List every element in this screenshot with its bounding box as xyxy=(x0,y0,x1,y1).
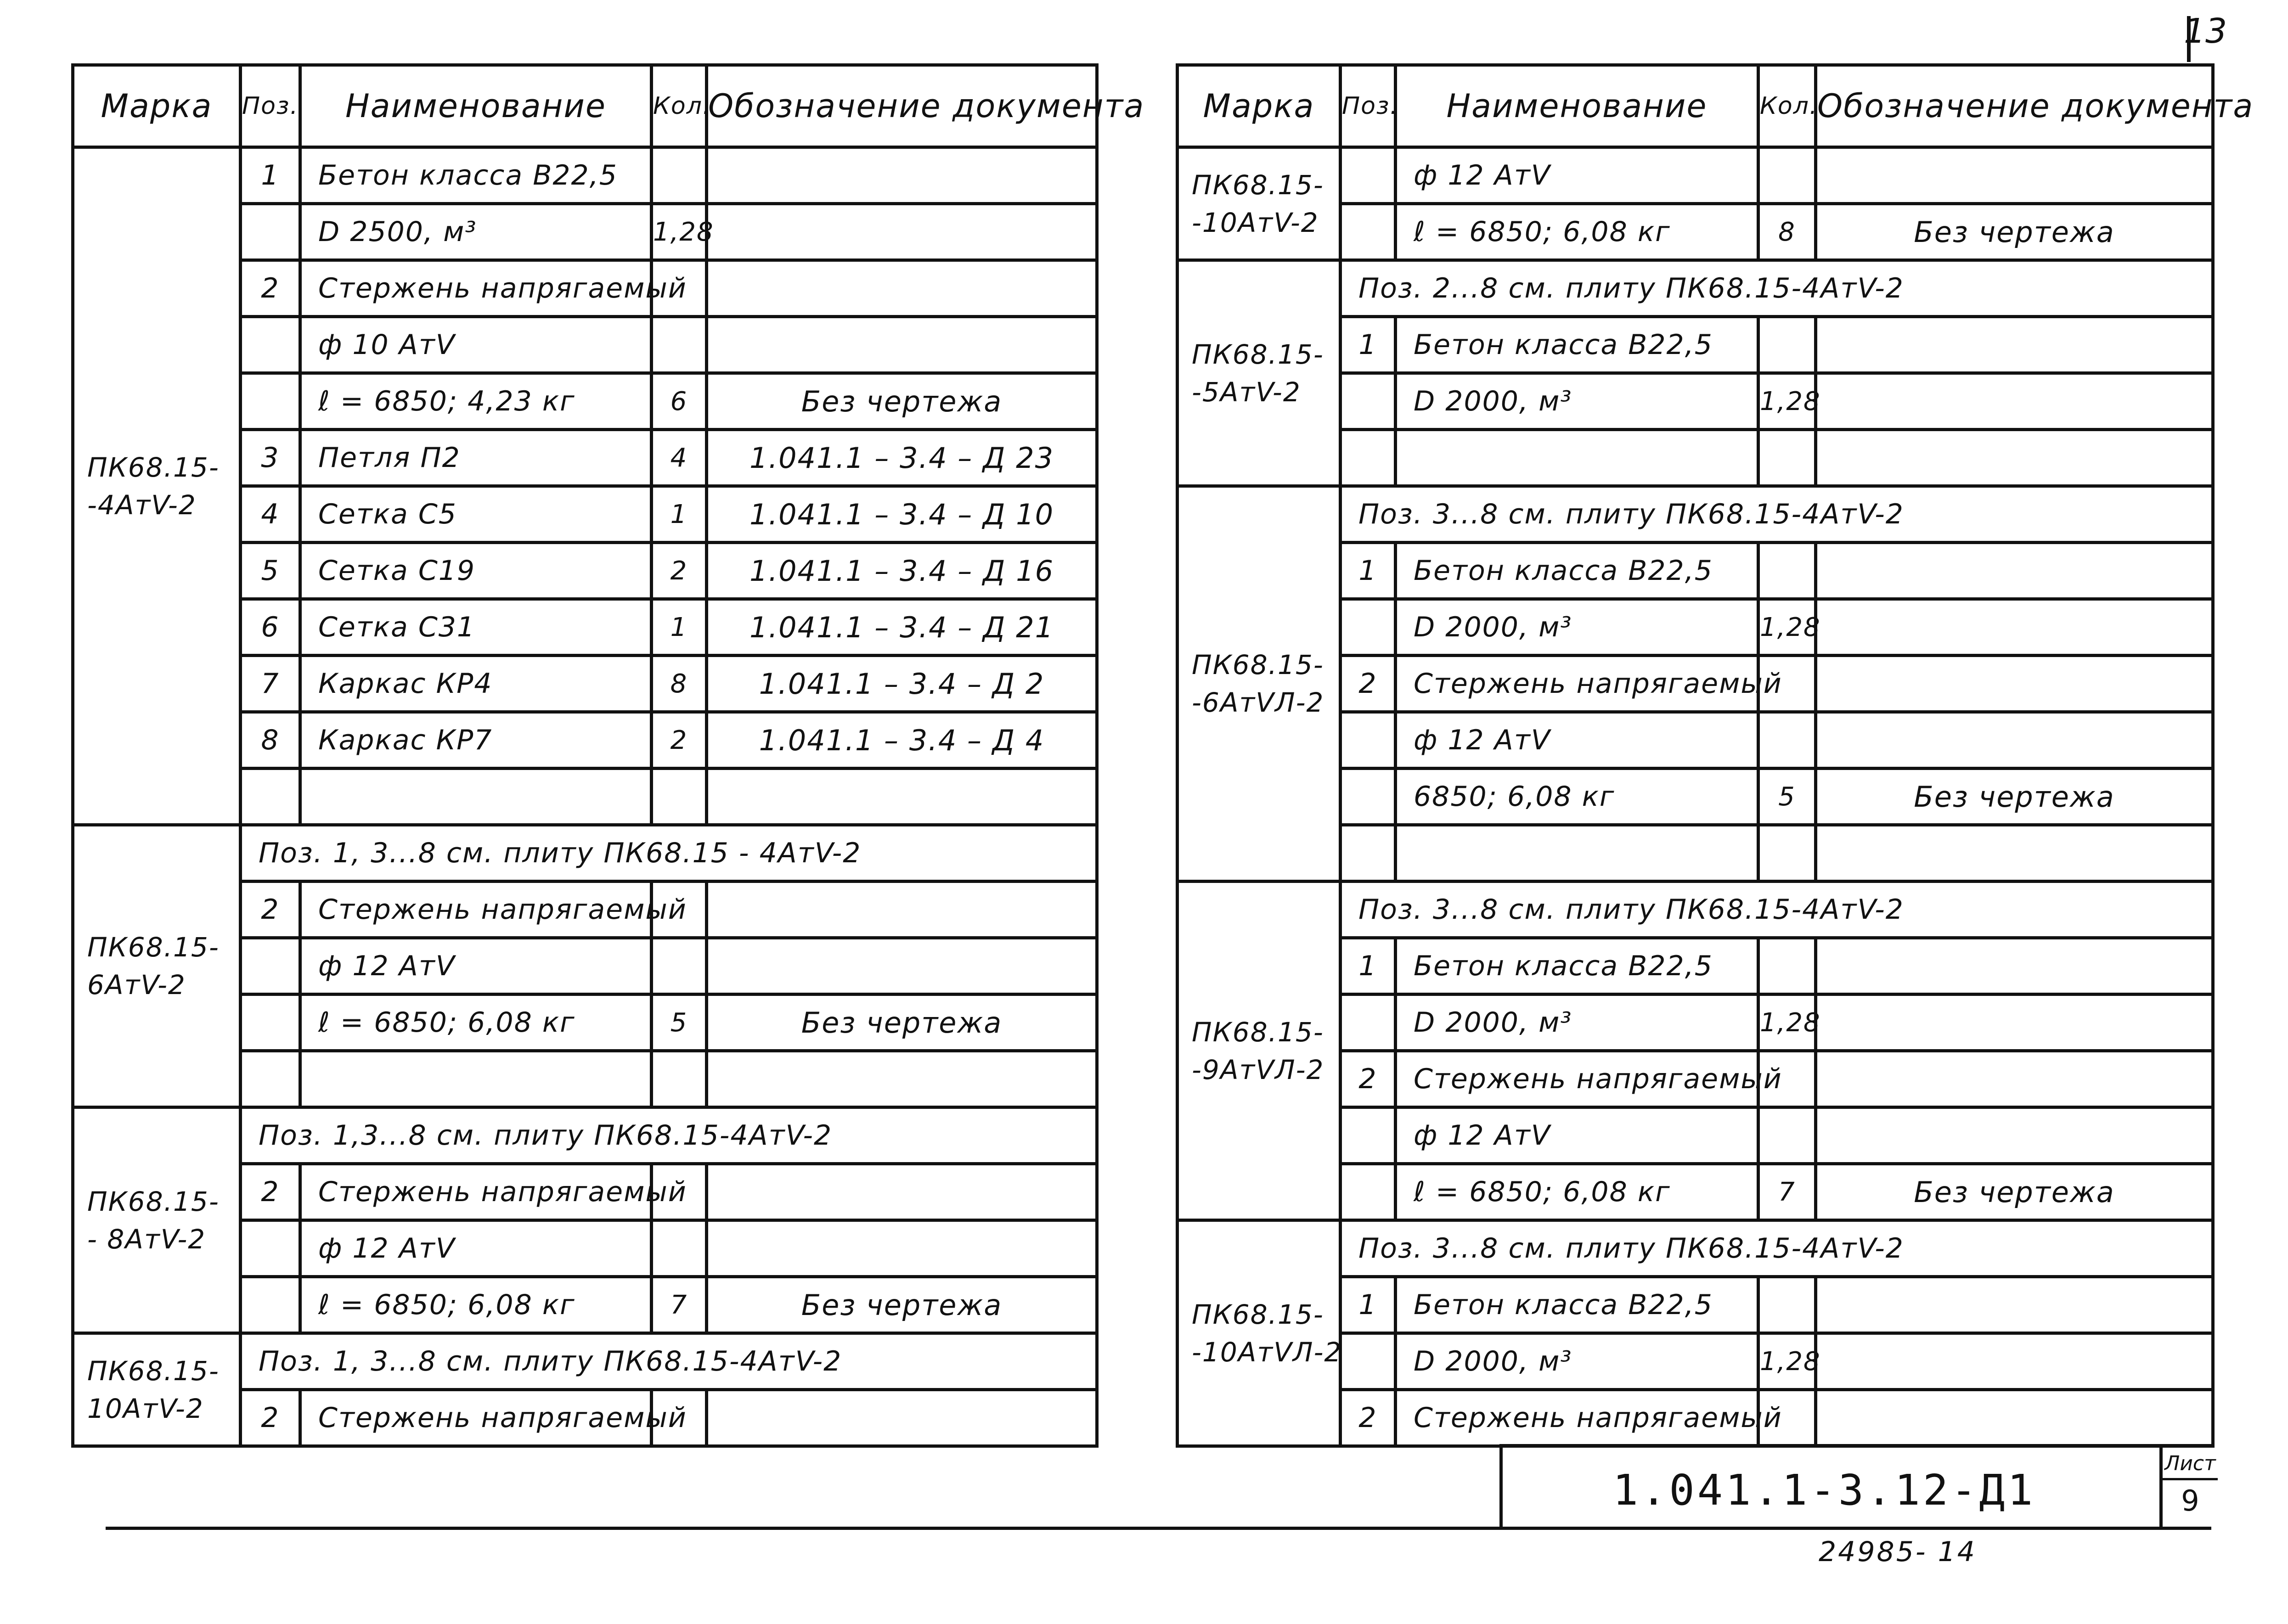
name-cell: Стержень напрягаемый xyxy=(300,1390,652,1446)
name-cell: Сетка С5 xyxy=(300,486,652,543)
doc-cell xyxy=(1816,825,2213,882)
table-header-row xyxy=(73,65,1097,147)
name-cell: Петля П2 xyxy=(300,430,652,486)
qty-cell xyxy=(1758,938,1816,995)
marka-cell: ПК68.15- 6АтV-2 xyxy=(73,825,241,1107)
header-pos: Поз. xyxy=(1341,65,1396,147)
pos-cell: 2 xyxy=(1341,1051,1396,1107)
name-cell: Стержень напрягаемый xyxy=(1396,1390,1758,1446)
marka-cell: ПК68.15- -10АтVЛ-2 xyxy=(1178,1220,1341,1446)
qty-cell xyxy=(652,1220,707,1277)
doc-cell xyxy=(1816,1277,2213,1333)
name-cell: ℓ = 6850; 6,08 кг xyxy=(1396,204,1758,260)
qty-cell: 5 xyxy=(652,995,707,1051)
qty-cell: 8 xyxy=(1758,204,1816,260)
qty-cell xyxy=(652,769,707,825)
title-block xyxy=(1499,1444,2215,1530)
doc-cell xyxy=(707,317,1097,373)
pos-cell xyxy=(241,769,300,825)
pos-cell xyxy=(1341,995,1396,1051)
marka-cell: ПК68.15- -6АтVЛ-2 xyxy=(1178,486,1341,882)
qty-cell xyxy=(652,938,707,995)
name-cell: Бетон класса В22,5 xyxy=(1396,317,1758,373)
sheet-value: 9 xyxy=(2181,1484,2199,1517)
pos-cell: 5 xyxy=(241,543,300,599)
name-cell: D 2000, м³ xyxy=(1396,995,1758,1051)
qty-cell xyxy=(1758,825,1816,882)
name-cell: Бетон класса В22,5 xyxy=(1396,1277,1758,1333)
qty-cell: 1,28 xyxy=(652,204,707,260)
name-cell xyxy=(1396,825,1758,882)
name-cell: ф 12 АтV xyxy=(1396,1107,1758,1164)
marka-cell: ПК68.15- 10АтV-2 xyxy=(73,1333,241,1446)
qty-cell xyxy=(652,147,707,204)
pos-cell xyxy=(1341,599,1396,656)
doc-cell xyxy=(1816,938,2213,995)
name-cell: ф 12 АтV xyxy=(300,938,652,995)
doc-cell xyxy=(1816,712,2213,769)
qty-cell xyxy=(1758,1277,1816,1333)
table-row xyxy=(73,825,1097,882)
name-cell: ℓ = 6850; 4,23 кг xyxy=(300,373,652,430)
header-name: Наименование xyxy=(300,65,652,147)
pos-cell xyxy=(1341,1164,1396,1220)
name-cell: D 2000, м³ xyxy=(1396,373,1758,430)
name-cell: D 2500, м³ xyxy=(300,204,652,260)
qty-cell: 1 xyxy=(652,486,707,543)
doc-cell: 1.041.1 – 3.4 – Д 21 xyxy=(707,599,1097,656)
table-row xyxy=(1178,147,2213,204)
pos-cell xyxy=(241,1277,300,1333)
name-cell: ℓ = 6850; 6,08 кг xyxy=(1396,1164,1758,1220)
qty-cell: 2 xyxy=(652,712,707,769)
pos-cell xyxy=(241,373,300,430)
pos-cell: 2 xyxy=(1341,656,1396,712)
reference-note: Поз. 1,3...8 см. плиту ПК68.15-4АтV-2 xyxy=(241,1107,1097,1164)
pos-cell xyxy=(1341,825,1396,882)
doc-cell xyxy=(707,260,1097,317)
doc-cell xyxy=(1816,599,2213,656)
marka-cell: ПК68.15- -4АтV-2 xyxy=(73,147,241,825)
doc-cell xyxy=(1816,543,2213,599)
qty-cell xyxy=(1758,317,1816,373)
pos-cell: 1 xyxy=(1341,1277,1396,1333)
table-body xyxy=(1178,147,2213,1446)
doc-cell xyxy=(1816,656,2213,712)
reference-note: Поз. 1, 3...8 см. плиту ПК68.15-4АтV-2 xyxy=(241,1333,1097,1390)
pos-cell xyxy=(241,1051,300,1107)
doc-cell xyxy=(1816,317,2213,373)
doc-cell: Без чертежа xyxy=(1816,1164,2213,1220)
doc-cell xyxy=(707,938,1097,995)
name-cell: Сетка С19 xyxy=(300,543,652,599)
name-cell: 6850; 6,08 кг xyxy=(1396,769,1758,825)
doc-cell xyxy=(707,1051,1097,1107)
reference-note: Поз. 1, 3...8 см. плиту ПК68.15 - 4АтV-2 xyxy=(241,825,1097,882)
name-cell: ф 12 АтV xyxy=(1396,147,1758,204)
qty-cell: 5 xyxy=(1758,769,1816,825)
name-cell xyxy=(1396,430,1758,486)
name-cell: ℓ = 6850; 6,08 кг xyxy=(300,995,652,1051)
pos-cell: 2 xyxy=(241,1390,300,1446)
name-cell: Бетон класса В22,5 xyxy=(1396,543,1758,599)
doc-cell: Без чертежа xyxy=(707,1277,1097,1333)
doc-cell xyxy=(1816,1051,2213,1107)
doc-cell xyxy=(1816,995,2213,1051)
pos-cell xyxy=(1341,204,1396,260)
table-row xyxy=(73,1333,1097,1390)
bottom-rule xyxy=(106,1527,2211,1530)
reference-note: Поз. 3...8 см. плиту ПК68.15-4АтV-2 xyxy=(1341,882,2213,938)
header-marka: Марка xyxy=(73,65,241,147)
doc-cell xyxy=(1816,1390,2213,1446)
pos-cell xyxy=(241,317,300,373)
doc-cell: 1.041.1 – 3.4 – Д 16 xyxy=(707,543,1097,599)
pos-cell: 2 xyxy=(1341,1390,1396,1446)
inventory-number: 24985- 14 xyxy=(1819,1536,1977,1568)
pos-cell xyxy=(1341,769,1396,825)
name-cell: Бетон класса В22,5 xyxy=(300,147,652,204)
page-number: 13 xyxy=(2184,11,2227,51)
pos-cell xyxy=(241,1220,300,1277)
qty-cell: 6 xyxy=(652,373,707,430)
doc-cell xyxy=(707,1164,1097,1220)
header-pos: Поз. xyxy=(241,65,300,147)
doc-cell: 1.041.1 – 3.4 – Д 2 xyxy=(707,656,1097,712)
doc-cell: 1.041.1 – 3.4 – Д 4 xyxy=(707,712,1097,769)
header-qty: Кол. xyxy=(652,65,707,147)
pos-cell xyxy=(241,204,300,260)
specification-table-left xyxy=(71,63,1145,1448)
name-cell: Каркас КР4 xyxy=(300,656,652,712)
pos-cell: 1 xyxy=(1341,317,1396,373)
marka-cell: ПК68.15- -5АтV-2 xyxy=(1178,260,1341,486)
name-cell: ф 12 АтV xyxy=(1396,712,1758,769)
header-doc: Обозначение документа xyxy=(707,65,1097,147)
pos-cell: 7 xyxy=(241,656,300,712)
name-cell: D 2000, м³ xyxy=(1396,1333,1758,1390)
doc-cell xyxy=(707,769,1097,825)
qty-cell xyxy=(1758,712,1816,769)
pos-cell xyxy=(241,995,300,1051)
header-marka: Марка xyxy=(1178,65,1341,147)
pos-cell: 2 xyxy=(241,882,300,938)
doc-cell xyxy=(707,882,1097,938)
doc-cell: Без чертежа xyxy=(1816,204,2213,260)
qty-cell: 1 xyxy=(652,599,707,656)
pos-cell xyxy=(1341,373,1396,430)
qty-cell xyxy=(652,317,707,373)
pos-cell: 3 xyxy=(241,430,300,486)
doc-cell xyxy=(1816,430,2213,486)
table-row xyxy=(73,147,1097,204)
marka-cell: ПК68.15- -10АтV-2 xyxy=(1178,147,1341,260)
doc-cell xyxy=(707,1390,1097,1446)
doc-cell xyxy=(1816,373,2213,430)
pos-cell: 4 xyxy=(241,486,300,543)
doc-cell xyxy=(1816,1107,2213,1164)
name-cell xyxy=(300,769,652,825)
name-cell: ф 10 АтV xyxy=(300,317,652,373)
doc-cell xyxy=(707,1220,1097,1277)
qty-cell: 7 xyxy=(1758,1164,1816,1220)
marka-cell: ПК68.15- - 8АтV-2 xyxy=(73,1107,241,1333)
table-row xyxy=(1178,486,2213,543)
pos-cell xyxy=(1341,712,1396,769)
table-body xyxy=(73,147,1097,1446)
reference-note: Поз. 3...8 см. плиту ПК68.15-4АтV-2 xyxy=(1341,486,2213,543)
pos-cell xyxy=(241,938,300,995)
name-cell: D 2000, м³ xyxy=(1396,599,1758,656)
reference-note: Поз. 2...8 см. плиту ПК68.15-4АтV-2 xyxy=(1341,260,2213,317)
table-row xyxy=(1178,260,2213,317)
pos-cell: 1 xyxy=(1341,543,1396,599)
qty-cell xyxy=(1758,430,1816,486)
name-cell: Бетон класса В22,5 xyxy=(1396,938,1758,995)
pos-cell: 1 xyxy=(1341,938,1396,995)
name-cell: Стержень напрягаемый xyxy=(300,260,652,317)
name-cell: ℓ = 6850; 6,08 кг xyxy=(300,1277,652,1333)
qty-cell: 7 xyxy=(652,1277,707,1333)
pos-cell xyxy=(1341,430,1396,486)
pos-cell: 8 xyxy=(241,712,300,769)
qty-cell: 8 xyxy=(652,656,707,712)
header-qty: Кол. xyxy=(1758,65,1816,147)
doc-cell: Без чертежа xyxy=(707,373,1097,430)
doc-cell xyxy=(707,204,1097,260)
qty-cell xyxy=(1758,1107,1816,1164)
pos-cell xyxy=(1341,1333,1396,1390)
doc-cell: 1.041.1 – 3.4 – Д 23 xyxy=(707,430,1097,486)
marka-cell: ПК68.15- -9АтVЛ-2 xyxy=(1178,882,1341,1220)
qty-cell xyxy=(1758,147,1816,204)
header-name: Наименование xyxy=(1396,65,1758,147)
pos-cell: 2 xyxy=(241,260,300,317)
doc-cell xyxy=(707,147,1097,204)
pos-cell xyxy=(1341,147,1396,204)
qty-cell xyxy=(1758,543,1816,599)
qty-cell: 2 xyxy=(652,543,707,599)
pos-cell: 6 xyxy=(241,599,300,656)
name-cell: Стержень напрягаемый xyxy=(300,882,652,938)
name-cell: Стержень напрягаемый xyxy=(300,1164,652,1220)
doc-cell xyxy=(1816,147,2213,204)
table-row xyxy=(1178,882,2213,938)
doc-cell xyxy=(1816,1333,2213,1390)
name-cell: Стержень напрягаемый xyxy=(1396,1051,1758,1107)
qty-cell xyxy=(652,1051,707,1107)
qty-cell: 1,28 xyxy=(1758,1333,1816,1390)
pos-cell: 1 xyxy=(241,147,300,204)
qty-cell: 4 xyxy=(652,430,707,486)
qty-cell: 1,28 xyxy=(1758,373,1816,430)
name-cell: Каркас КР7 xyxy=(300,712,652,769)
name-cell xyxy=(300,1051,652,1107)
doc-cell: 1.041.1 – 3.4 – Д 10 xyxy=(707,486,1097,543)
qty-cell: 1,28 xyxy=(1758,995,1816,1051)
table-header-row xyxy=(1178,65,2213,147)
reference-note: Поз. 3...8 см. плиту ПК68.15-4АтV-2 xyxy=(1341,1220,2213,1277)
name-cell: ф 12 АтV xyxy=(300,1220,652,1277)
pos-cell: 2 xyxy=(241,1164,300,1220)
name-cell: Стержень напрягаемый xyxy=(1396,656,1758,712)
sheet-label: Лист xyxy=(2163,1452,2218,1480)
specification-table-right xyxy=(1176,63,2254,1448)
qty-cell: 1,28 xyxy=(1758,599,1816,656)
header-doc: Обозначение документа xyxy=(1816,65,2213,147)
sheet-box xyxy=(2159,1447,2218,1528)
pos-cell xyxy=(1341,1107,1396,1164)
document-code: 1.041.1-3.12-Д1 xyxy=(1612,1466,2036,1515)
doc-cell: Без чертежа xyxy=(1816,769,2213,825)
doc-cell: Без чертежа xyxy=(707,995,1097,1051)
table-row xyxy=(1178,1220,2213,1277)
table-row xyxy=(73,1107,1097,1164)
name-cell: Сетка С31 xyxy=(300,599,652,656)
